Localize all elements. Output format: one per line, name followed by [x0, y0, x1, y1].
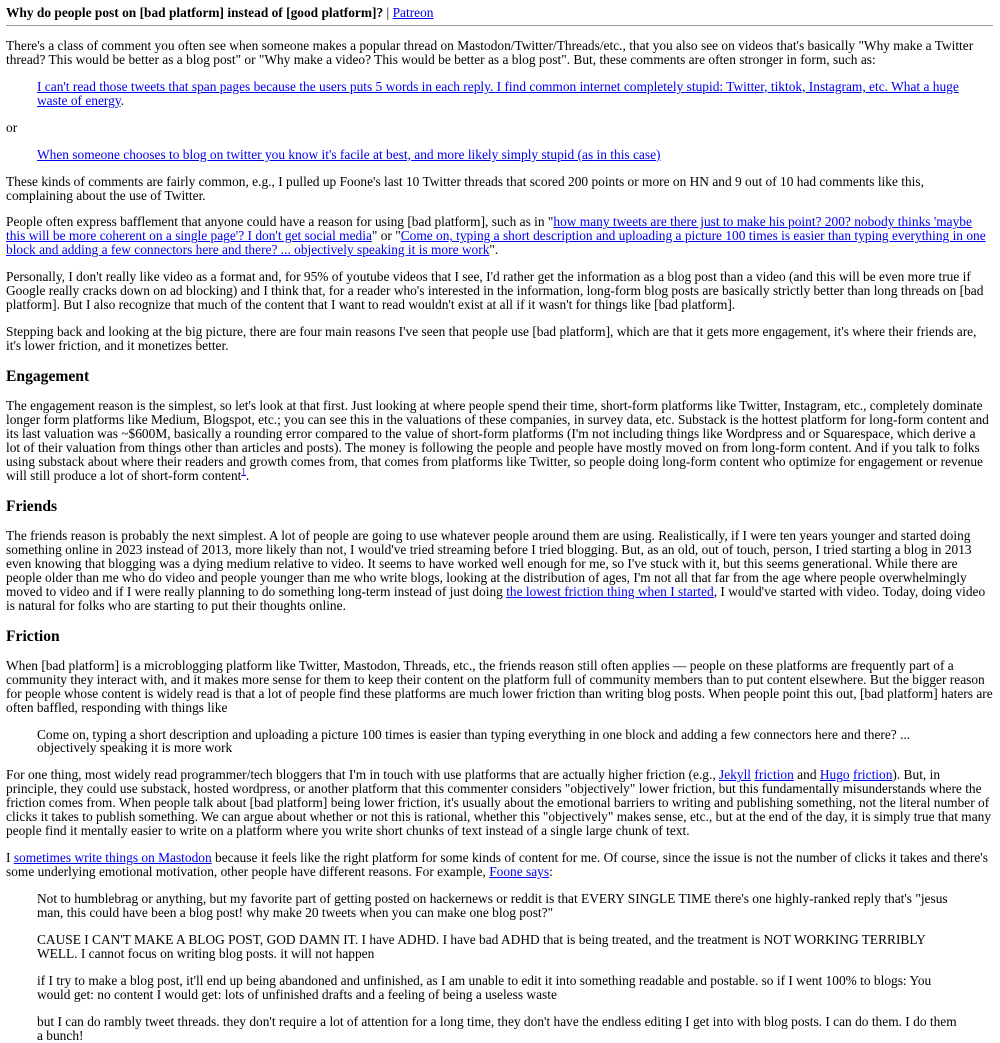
- page-title: Why do people post on [bad platform] instead of [good platform]?: [6, 5, 384, 20]
- title-separator: |: [383, 5, 393, 20]
- quote-2-link[interactable]: When someone chooses to blog on twitter you know it's facile at best, and more likely simply stupid (as in this case): [37, 146, 661, 162]
- intro-paragraph-3: [6, 215, 993, 257]
- engagement-text: The engagement reason is the simplest, so let's look at that first. Just looking at where people spend their time, short-form platforms like Twitter, Instagram, etc., completely dominate longer form platforms like Medium, Blogspot, etc.; you can see this in the valuations of these companies, in survey data, etc. Substack is the hottest platform for long-form content and its last valuation was ~$600M, basically a rounding error compared to the value of short-form platforms (I'm not including things like Wordpress and or Squarespace, which derive a lot of their valuation from things other than articles and posts). The money is following the people and people have mostly moved on from long-form content. And if you talk to folks using substack about where their readers and growth comes from, that comes from platforms like Twitter, so people doing long-form content who optimize for engagement or revenue will still produce a lot of short-form content: [6, 398, 989, 483]
- quote-1-tail: .: [120, 92, 125, 108]
- intro-paragraph-5: Stepping back and looking at the big picture, there are four main reasons I've seen that people use [bad platform], which are that it gets more engagement, it's where their friends are, it's lower friction, and it monetizes better.: [6, 324, 977, 353]
- friends-text-b: , I would've started with video. Today, doing video is natural for folks who are starting to put their thoughts online.: [6, 583, 986, 613]
- friction-p2-text-b: ). But, in principle, they could use substack, hosted wordpress, or another platform that this commenter considers "objectively" lower friction, but this fundamentally misunderstands where the friction comes from. When people talk about [bad platform] being lower friction, it's usually about the emotional barriers to writing and publishing something, not the literal number of clicks it takes to publish something. We can argue about whether or not this is rational, whether this "objectively" makes sense, etc., but at the end of the day, it is simply true that many people find it mentally easier to write on a platform where you write short chunks of text instead of a single large chunk of text.: [6, 767, 992, 839]
- friction-heading: Friction: [6, 627, 60, 645]
- friction-paragraph-1: When [bad platform] is a microblogging platform like Twitter, Mastodon, Threads, etc., the friends reason still often applies — people on these platforms are frequently part of a community they interact with, and it makes more sense for them to keep their content on the platform full of community members than to put content elsewhere. But the bigger reason for people whose content is widely read is that a lot of people find these platforms are much lower friction than writing blog posts. When people point this out, [bad platform] haters are often baffled, responding with things like: [6, 657, 993, 715]
- foone-quote-1: Not to humblebrag or anything, but my favorite part of getting posted on hackernews or reddit is that EVERY SINGLE TIME there's one highly-ranked reply that's "jesus man, this could have been a blog post! why make 20 tweets when you can make one blog post?": [37, 890, 948, 920]
- friends-paragraph: [6, 529, 993, 613]
- come-on-typing-link[interactable]: Come on, typing a short description and uploading a picture 100 times is easier than typing everything in one block and adding a few connectors here and there? ... objectively speaking it is more work: [6, 228, 986, 258]
- friction-p3-text-c: :: [549, 864, 553, 880]
- foone-quote-3: if I try to make a blog post, it'll end up being abandoned and unfinished, as I am unable to edit it into something readable and postable. so if I went 100% to blogs: You would get: no content I would get: lots of unfinished drafts and a feeling of being a useless waste: [37, 972, 932, 1002]
- engagement-heading: Engagement: [6, 367, 90, 385]
- how-many-tweets-link[interactable]: how many tweets are there just to make his point? 200? nobody thinks 'maybe this will be more coherent on a single page'? I don't get social media: [6, 214, 972, 244]
- friction-quote: Come on, typing a short description and uploading a picture 100 times is easier than typing everything in one block and adding a few connectors here and there? ... objectively speaking it is more work: [37, 726, 911, 756]
- jekyll-link[interactable]: Jekyll: [719, 767, 752, 783]
- foone-says-link[interactable]: Foone says: [489, 864, 550, 880]
- engagement-text-end: .: [245, 467, 250, 483]
- p3-text-b: " or ": [371, 228, 401, 244]
- friction-p3-text-b: because it feels like the right platform for some kinds of content for me. Of course, since the issue is not the number of clicks it takes and there's some underlying emotional motivation, other people have different reasons. For example,: [6, 850, 988, 880]
- p3-text-c: ".: [489, 242, 499, 258]
- mastodon-link[interactable]: sometimes write things on Mastodon: [13, 850, 212, 866]
- intro-paragraph-2: These kinds of comments are fairly common, e.g., I pulled up Foone's last 10 Twitter threads that scored 200 points or more on HN and 9 out of 10 had comments like this, complaining about the use of Twitter.: [6, 173, 924, 203]
- patreon-link[interactable]: Patreon: [392, 5, 434, 20]
- friends-text-a: The friends reason is probably the next simplest. A lot of people are going to use whatever people around them are using. Realistically, if I were ten years younger and started doing something online in 2023 instead of 2013, more likely than not, I would've tried streaming before I tried blogging. But, as an old, out of touch, person, I tried starting a blog in 2013 even knowing that blogging was a dying medium relative to video. It seems to have worked well enough for me, so I've stuck with it, but this seems generational. While there are people older than me who do video and people younger than me who write blogs, looking at the distribution of ages, I'm not all that far from the age where people overwhelmingly moved to video and if I were really planning to do something long-term instead of just doing: [6, 527, 972, 599]
- quote-2: [37, 148, 959, 162]
- friends-heading: Friends: [6, 497, 58, 515]
- foone-quote-4: but I can do rambly tweet threads. they don't require a lot of attention for a long time, they don't have the endless editing I get into with blog posts. I can do them. I do them a bunch!: [37, 1013, 957, 1043]
- quote-1-link[interactable]: I can't read those tweets that span pages because the users puts 5 words in each reply. I find common internet completely stupid: Twitter, tiktok, Instagram, etc. What a huge waste of energy: [37, 78, 959, 108]
- p3-text-a: People often express bafflement that anyone could have a reason for using [bad platform], such as in ": [6, 214, 554, 230]
- title-divider: [6, 25, 993, 26]
- lowest-friction-link[interactable]: the lowest friction thing when I started: [506, 583, 714, 599]
- or-text: or: [6, 119, 18, 135]
- friction-p2-and: and: [793, 767, 820, 783]
- jekyll-friction-link[interactable]: friction: [754, 767, 794, 783]
- intro-paragraph-1: There's a class of comment you often see when someone makes a popular thread on Mastodon/Twitter/Threads/etc., that you also see on videos that's basically "Why make a Twitter thread? This would be better as a blog post" or "Why make a video? This would be better as a blog post". But, these comments are often stronger in form, such as:: [6, 37, 974, 67]
- intro-paragraph-4: Personally, I don't really like video as a format and, for 95% of youtube videos that I see, I'd rather get the information as a blog post than a video (and this will be even more true if Google really cracks down on ad blocking) and I think that, for a reader who's interested in the information, long-form blog posts are basically strictly better than long threads on [bad platform]. But I also recognize that much of the content that I want to read wouldn't exist at all if it wasn't for things like [bad platform].: [6, 269, 984, 313]
- engagement-paragraph: [6, 399, 993, 483]
- hugo-friction-link[interactable]: friction: [852, 767, 893, 783]
- foone-quote-2: CAUSE I CAN'T MAKE A BLOG POST, GOD DAMN IT. I have ADHD. I have bad ADHD that is being treated, and the treatment is NOT WORKING TERRIBLY WELL. I cannot focus on writing blog posts. it will not happen: [37, 931, 926, 961]
- friction-p2-text-a: For one thing, most widely read programmer/tech bloggers that I'm in touch with use platforms that are actually higher friction (e.g.,: [6, 767, 720, 783]
- footnote-1-link[interactable]: 1: [241, 466, 246, 477]
- friction-paragraph-3: [6, 851, 993, 879]
- quote-1: [37, 80, 959, 108]
- friction-paragraph-2: [6, 768, 993, 838]
- title-bar: [6, 5, 993, 20]
- hugo-link[interactable]: Hugo: [819, 767, 850, 783]
- friction-p3-text-a: I: [6, 850, 14, 866]
